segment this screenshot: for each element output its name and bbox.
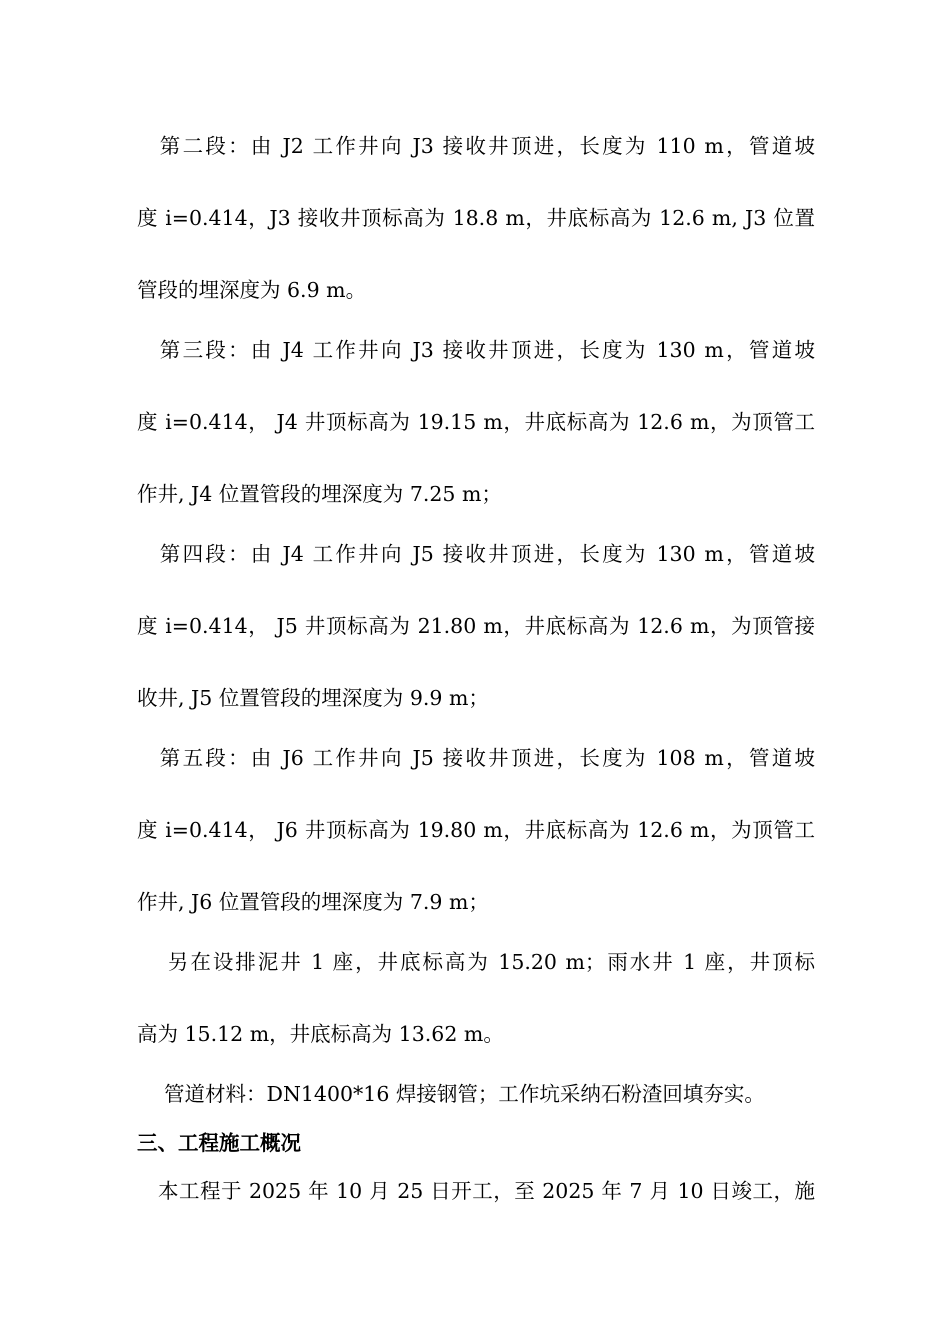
- paragraph-segment-5-line-1: 第五段：由 J6 工作井向 J5 接收井顶进，长度为 108 m，管道坡: [137, 746, 815, 770]
- section-heading: 三、工程施工概况: [137, 1131, 301, 1155]
- paragraph-construction-line-1: 本工程于 2025 年 10 月 25 日开工，至 2025 年 7 月 10 日竣工，施: [137, 1179, 815, 1203]
- paragraph-segment-2-line-3: 管段的埋深度为 6.9 m。: [137, 278, 367, 302]
- paragraph-segment-2-line-1: 第二段：由 J2 工作井向 J3 接收井顶进，长度为 110 m，管道坡: [137, 134, 815, 158]
- paragraph-segment-5-line-2: 度 i=0.414， J6 井顶标高为 19.80 m，井底标高为 12.6 m，为顶管工: [137, 818, 815, 842]
- paragraph-segment-4-line-3: 收井, J5 位置管段的埋深度为 9.9 m；: [137, 686, 489, 710]
- paragraph-wells-line-1: 另在设排泥井 1 座，井底标高为 15.20 m；雨水井 1 座，井顶标: [137, 950, 815, 974]
- paragraph-segment-4-line-2: 度 i=0.414， J5 井顶标高为 21.80 m，井底标高为 12.6 m，为顶管接: [137, 614, 815, 638]
- paragraph-segment-3-line-1: 第三段：由 J4 工作井向 J3 接收井顶进，长度为 130 m，管道坡: [137, 338, 815, 362]
- paragraph-segment-3-line-2: 度 i=0.414， J4 井顶标高为 19.15 m，井底标高为 12.6 m，为顶管工: [137, 410, 815, 434]
- paragraph-segment-3-line-3: 作井, J4 位置管段的埋深度为 7.25 m；: [137, 482, 502, 506]
- paragraph-segment-5-line-3: 作井, J6 位置管段的埋深度为 7.9 m；: [137, 890, 489, 914]
- paragraph-wells-line-2: 高为 15.12 m，井底标高为 13.62 m。: [137, 1022, 504, 1046]
- paragraph-segment-2-line-2: 度 i=0.414，J3 接收井顶标高为 18.8 m，井底标高为 12.6 m, J3 位置: [137, 206, 815, 230]
- paragraph-segment-4-line-1: 第四段：由 J4 工作井向 J5 接收井顶进，长度为 130 m，管道坡: [137, 542, 815, 566]
- paragraph-materials: 管道材料：DN1400*16 焊接钢管；工作坑采纳石粉渣回填夯实。: [137, 1082, 765, 1106]
